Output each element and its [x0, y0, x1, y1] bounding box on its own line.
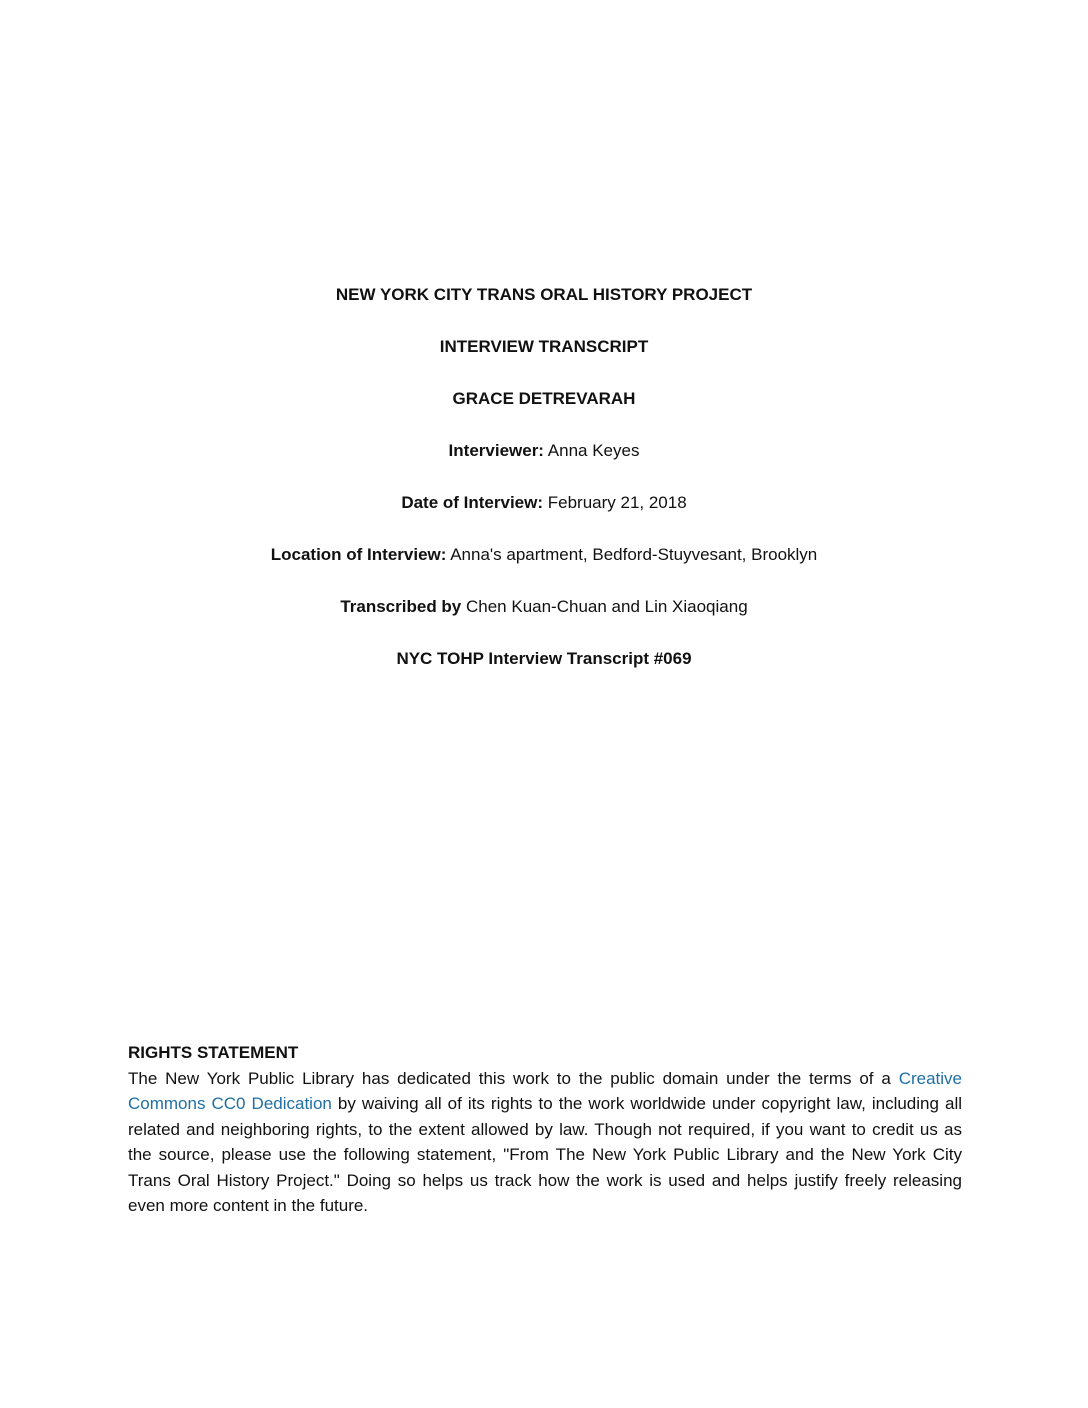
interviewer-line: [0, 439, 1088, 463]
location-value: Anna's apartment, Bedford-Stuyvesant, Brooklyn: [446, 545, 818, 564]
location-label: Location of Interview:: [270, 545, 447, 564]
document-type: INTERVIEW TRANSCRIPT: [439, 337, 649, 356]
date-label: Date of Interview:: [401, 493, 544, 512]
title-block: [0, 283, 1088, 699]
interviewer-label: Interviewer:: [448, 441, 544, 460]
rights-body: [128, 1066, 962, 1219]
rights-text-after: by waiving all of its rights to the work worldwide under copyright law, including all related and neighboring rights, to the extent allowed by law. Though not required, if you want to credit us as the source, please use the following statement, "From The New York Public Library and the New York City Trans Oral History Project." Doing so helps us track how the work is used and helps justify freely releasing even more content in the future.: [128, 1094, 962, 1215]
location-line: [0, 543, 1088, 567]
transcript-number: NYC TOHP Interview Transcript #069: [396, 649, 692, 668]
narrator-name: GRACE DETREVARAH: [452, 389, 636, 408]
interviewer-value: Anna Keyes: [543, 441, 640, 460]
project-title: NEW YORK CITY TRANS ORAL HISTORY PROJECT: [335, 285, 753, 304]
rights-text-before: The New York Public Library has dedicated this work to the public domain under the terms of a: [128, 1068, 899, 1088]
transcribed-value: Chen Kuan-Chuan and Lin Xiaoqiang: [461, 597, 748, 616]
rights-heading: RIGHTS STATEMENT: [128, 1043, 299, 1062]
transcribed-label: Transcribed by: [340, 597, 462, 616]
date-value: February 21, 2018: [543, 493, 687, 512]
cc0-dedication-link[interactable]: Creative Commons CC0 Dedication: [128, 1068, 962, 1113]
transcribed-line: [0, 595, 1088, 619]
date-line: [0, 491, 1088, 515]
rights-statement: [128, 1040, 962, 1219]
